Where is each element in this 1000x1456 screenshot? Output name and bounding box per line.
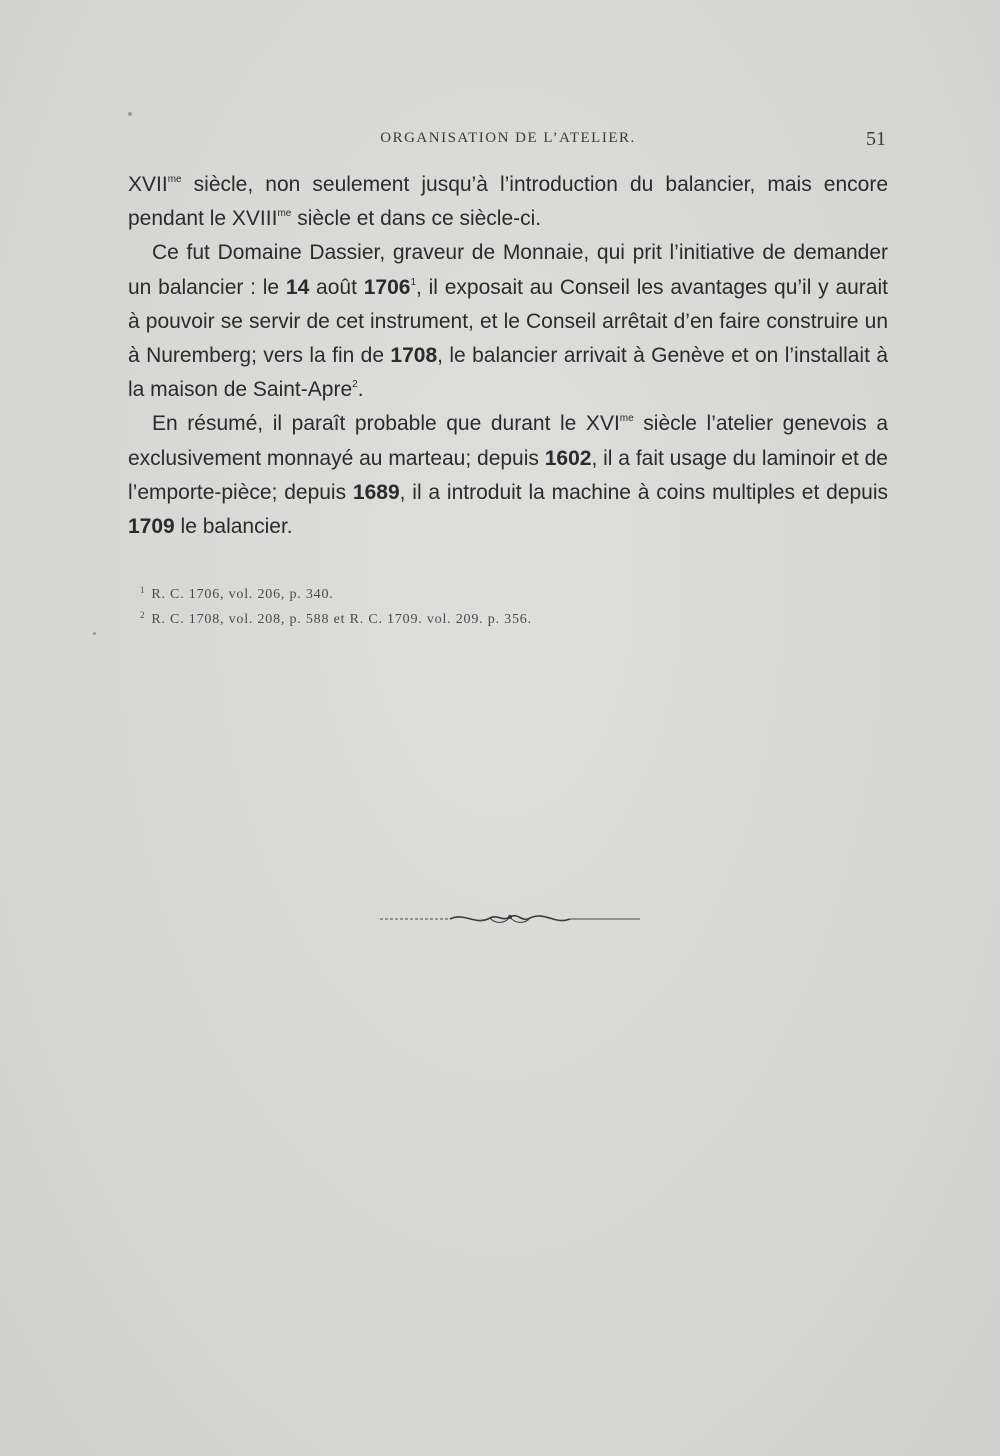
date-number: 14 xyxy=(285,275,310,299)
text-run: Ce fut Domaine Dassier, graveur de Monnaie, qui prit l’initiative de demander un balancier : le xyxy=(128,241,888,299)
footnotes xyxy=(140,580,740,630)
footnote-mark: 2 xyxy=(140,610,146,620)
scan-speck xyxy=(128,112,132,116)
footnote-mark: 1 xyxy=(140,585,146,595)
footnote xyxy=(140,580,740,605)
text-run: siècle et dans ce siècle-ci. xyxy=(291,207,542,231)
footnote-text: R. C. 1708, vol. 208, p. 588 et R. C. 1709. vol. 209. p. 356. xyxy=(151,612,532,627)
tailpiece-ornament-icon xyxy=(380,908,640,928)
superscript: me xyxy=(167,174,182,185)
text-run: En résumé, il paraît probable que durant le XVI xyxy=(152,412,620,436)
text-run: , il a fait usage du laminoir et de l’emporte-pièce; depuis xyxy=(128,446,888,504)
page-header xyxy=(130,130,886,154)
text-run: XVII xyxy=(128,173,168,196)
text-run: , il a introduit la machine à coins multiples et depuis xyxy=(399,480,888,504)
date-number: 1708 xyxy=(390,344,438,368)
page-number: 51 xyxy=(866,128,886,150)
text-run: le balancier. xyxy=(174,515,293,539)
running-title: ORGANISATION DE L’ATELIER. xyxy=(380,130,636,146)
text-run: . xyxy=(357,378,364,402)
paragraph xyxy=(128,168,888,236)
superscript: 1 xyxy=(410,276,416,288)
text-run: , il exposait au Conseil les avantages qu’il y aurait à pouvoir se servir de cet instrument, et le Conseil arrêtait d’en faire construire un à Nuremberg; vers la fin de xyxy=(128,275,888,368)
scan-speck xyxy=(93,632,96,635)
superscript: me xyxy=(619,413,634,425)
footnote xyxy=(140,605,740,630)
footnote-text: R. C. 1706, vol. 206, p. 340. xyxy=(151,587,334,602)
date-number: 1709 xyxy=(128,515,175,539)
superscript: me xyxy=(277,208,292,220)
text-run: , le balancier arrivait à Genève et on l’installait à la maison de Saint-Apre xyxy=(128,344,888,402)
text-run: siècle, non seulement jusqu’à l’introduction du balancier, mais encore pendant le XVIII xyxy=(128,173,888,231)
date-number: 1706 xyxy=(363,275,411,299)
date-number: 1602 xyxy=(544,446,592,470)
paragraph xyxy=(128,236,888,407)
text-run: août xyxy=(309,275,364,299)
superscript: 2 xyxy=(352,379,358,391)
date-number: 1689 xyxy=(352,480,400,504)
body-text xyxy=(128,168,888,544)
paragraph xyxy=(128,407,888,544)
text-run: siècle l’atelier genevois a exclusivement monnayé au marteau; depuis xyxy=(128,412,888,470)
